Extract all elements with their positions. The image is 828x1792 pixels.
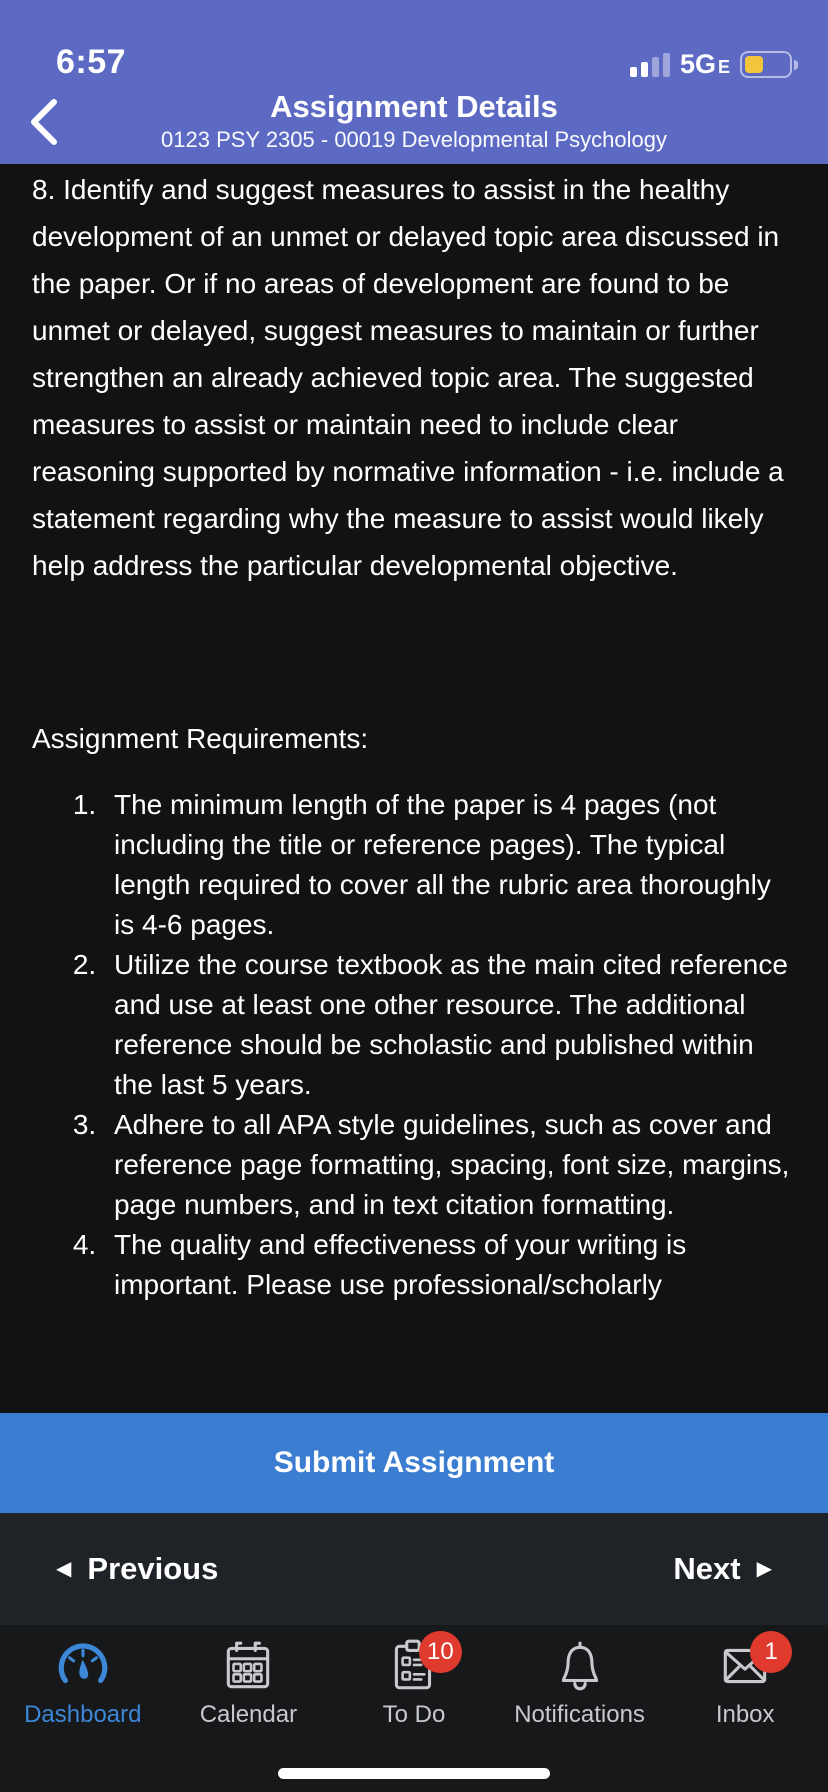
- assignment-description-scroll[interactable]: [0, 164, 828, 1413]
- tab-dashboard-label: Dashboard: [24, 1701, 142, 1728]
- requirements-list: [32, 785, 796, 1305]
- requirement-item-1: 1. The minimum length of the paper is 4 pages (not including the title or reference pages). The typical length required to cover all the rubric area thoroughly is 4-6 pages.: [104, 785, 796, 945]
- tab-inbox[interactable]: [662, 1637, 828, 1729]
- requirements-heading: Assignment Requirements:: [32, 723, 369, 754]
- tab-todo[interactable]: [331, 1637, 497, 1729]
- home-indicator[interactable]: [278, 1768, 550, 1779]
- requirement-item-4: 4. The quality and effectiveness of your writing is important. Please use professional/scholarly: [104, 1225, 796, 1305]
- tab-calendar[interactable]: [166, 1637, 332, 1729]
- tab-notifications[interactable]: [497, 1637, 663, 1729]
- course-subtitle: 0123 PSY 2305 - 00019 Developmental Psychology: [161, 127, 667, 152]
- bell-icon: [551, 1637, 609, 1695]
- next-arrow-icon: ▶: [756, 1558, 772, 1580]
- submit-assignment-button[interactable]: Submit Assignment: [0, 1413, 828, 1513]
- requirement-item-2: 2. Utilize the course textbook as the main cited reference and use at least one other resource. The additional reference should be scholastic and published within the last 5 years.: [104, 945, 796, 1105]
- calendar-icon: [219, 1637, 277, 1695]
- navigation-bar: [0, 88, 828, 164]
- back-button[interactable]: [16, 90, 72, 154]
- battery-level-fill: [745, 56, 763, 73]
- next-label: Next: [673, 1551, 741, 1586]
- page-title: Assignment Details: [270, 89, 558, 124]
- inbox-badge: 1: [750, 1631, 792, 1673]
- cellular-signal-icon: [630, 53, 670, 77]
- tab-dashboard[interactable]: [0, 1637, 166, 1729]
- next-button[interactable]: [673, 1551, 772, 1587]
- tab-todo-label: To Do: [382, 1701, 446, 1728]
- previous-button[interactable]: [56, 1551, 218, 1587]
- requirement-item-3: 3. Adhere to all APA style guidelines, such as cover and reference page formatting, spacing, font size, margins, page numbers, and in text citation formatting.: [104, 1105, 796, 1225]
- tab-inbox-label: Inbox: [715, 1701, 775, 1728]
- app-header: [0, 0, 828, 164]
- chevron-left-icon: [29, 97, 59, 147]
- previous-arrow-icon: ◀: [56, 1558, 72, 1580]
- network-subtype: E: [717, 57, 730, 77]
- description-paragraph: 8. Identify and suggest measures to assist in the healthy development of an unmet or delayed topic area discussed in the paper. Or if no areas of development are found to be unmet or delayed, suggest measures to maintain or further strengthen an already achieved topic area. The suggested measures to assist or maintain need to include clear reasoning supported by normative information - i.e. include a statement regarding why the measure to assist would likely help address the particular developmental objective.: [32, 174, 784, 581]
- todo-badge: 10: [419, 1631, 462, 1673]
- status-time: 6:57: [56, 43, 127, 81]
- previous-label: Previous: [87, 1551, 219, 1586]
- battery-icon: [740, 51, 798, 78]
- tab-notifications-label: Notifications: [514, 1701, 645, 1728]
- tab-bar: [0, 1625, 828, 1792]
- network-type-label: [680, 49, 730, 80]
- status-indicators: [630, 49, 798, 82]
- gauge-icon: [54, 1637, 112, 1695]
- network-type: 5G: [679, 49, 716, 79]
- status-bar: [0, 0, 828, 88]
- pager-bar: [0, 1513, 828, 1625]
- header-titles: [90, 88, 738, 154]
- tab-calendar-label: Calendar: [199, 1701, 298, 1728]
